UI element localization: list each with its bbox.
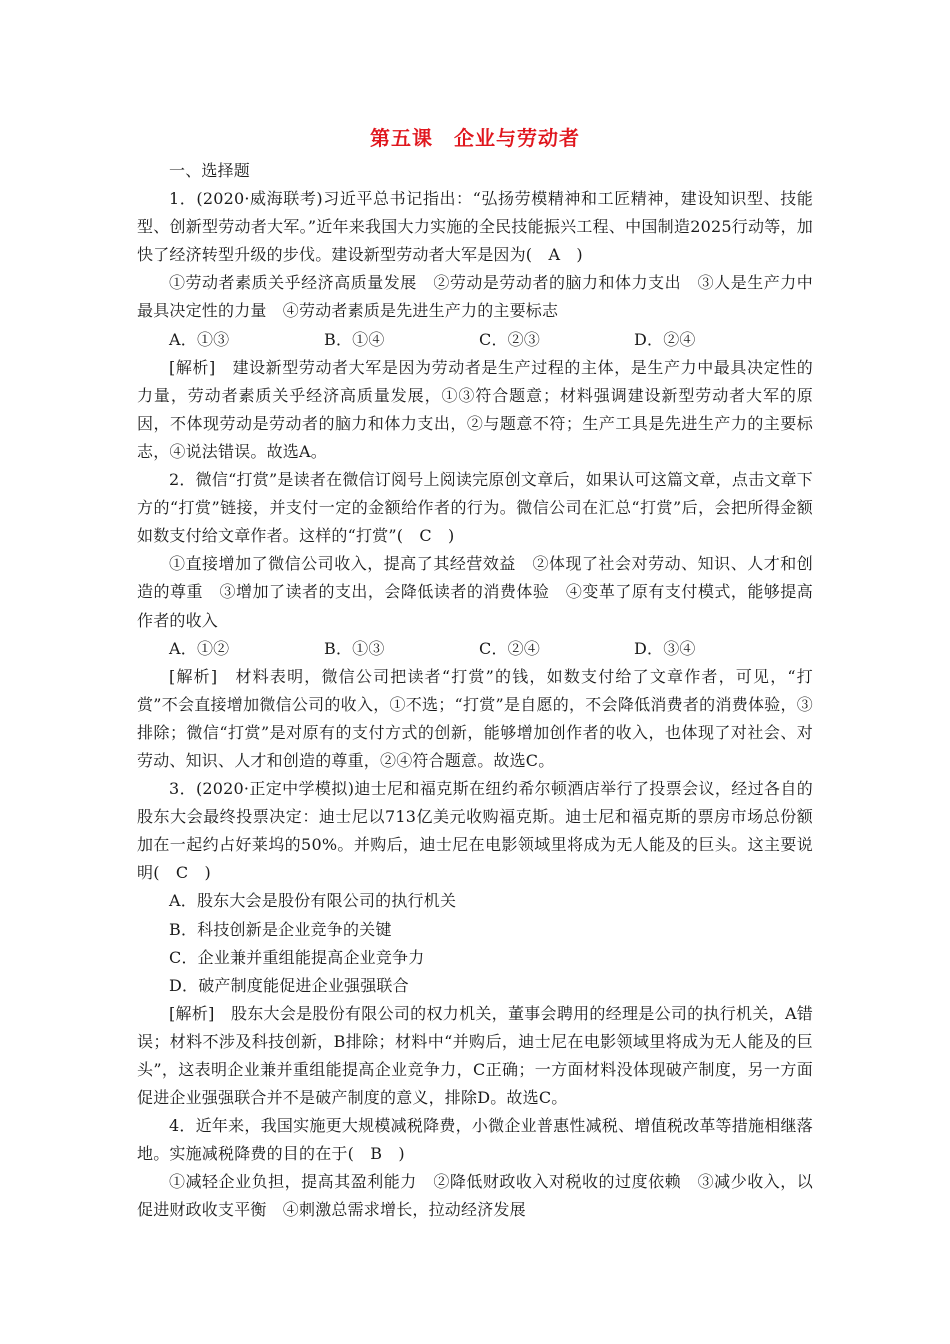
- question-1-items: ①劳动者素质关乎经济高质量发展 ②劳动是劳动者的脑力和体力支出 ③人是生产力中最具决定性的力量 ④劳动者素质是先进生产力的主要标志: [137, 273, 813, 321]
- option-d: D．②④: [634, 329, 696, 349]
- question-2-options: [137, 635, 813, 663]
- question-3-analysis: [解析] 股东大会是股份有限公司的权力机关，董事会聘用的经理是公司的执行机关，A错误；材料不涉及科技创新，B排除；材料中“并购后，迪士尼在电影领域里将成为无人能及的巨头”，这表明企业兼并重组能提高企业竞争力，C正确；一方面材料没体现破产制度，另一方面促进企业强强联合并不是破产制度的意义，排除D。故选C。: [137, 1003, 813, 1108]
- option-c: C．②③: [479, 329, 541, 349]
- option-d: D．破产制度能促进企业强强联合: [169, 975, 409, 995]
- option-a: A．股东大会是股份有限公司的执行机关: [169, 891, 457, 911]
- option-a: A．①③: [169, 329, 230, 349]
- question-3-stem: 3．(2020·正定中学模拟)迪士尼和福克斯在纽约希尔顿酒店举行了投票会议，经过各自的股东大会最终投票决定：迪士尼以713亿美元收购福克斯。迪士尼和福克斯的票房市场总份额加在一起约占好莱坞的50%。并购后，迪士尼在电影领域里将成为无人能及的巨头。这主要说明( C ): [137, 779, 813, 883]
- question-1-options: [137, 326, 813, 354]
- option-c: C．企业兼并重组能提高企业竞争力: [169, 947, 425, 967]
- question-1-analysis: [解析] 建设新型劳动者大军是因为劳动者是生产过程的主体，是生产力中最具决定性的力量，劳动者素质关乎经济高质量发展，①③符合题意；材料强调建设新型劳动者大军的原因，不体现劳动是劳动者的脑力和体力支出，②与题意不符；生产工具是先进生产力的主要标志，④说法错误。故选A。: [137, 357, 813, 461]
- question-4-stem: 4．近年来，我国实施更大规模减税降费，小微企业普惠性减税、增值税改革等措施相继落地。实施减税降费的目的在于( B ): [137, 1116, 813, 1164]
- question-1-stem: 1．(2020·威海联考)习近平总书记指出：“弘扬劳模精神和工匠精神，建设知识型、技能型、创新型劳动者大军。”近年来我国大力实施的全民技能振兴工程、中国制造2025行动等，加快了经济转型升级的步伐。建设新型劳动者大军是因为( A ): [137, 189, 813, 265]
- question-2-stem: 2．微信“打赏”是读者在微信订阅号上阅读完原创文章后，如果认可这篇文章，点击文章下方的“打赏”链接，并支付一定的金额给作者的行为。微信公司在汇总“打赏”后，会把所得金额如数支付给文章作者。这样的“打赏”( C ): [137, 470, 813, 546]
- option-b: B．①④: [324, 329, 385, 349]
- question-2-items: ①直接增加了微信公司收入，提高了其经营效益 ②体现了社会对劳动、知识、人才和创造的尊重 ③增加了读者的支出，会降低读者的消费体验 ④变革了原有支付模式，能够提高作者的收入: [137, 554, 813, 630]
- question-2-analysis: [解析] 材料表明，微信公司把读者“打赏”的钱，如数支付给了文章作者，可见，“打赏”不会直接增加微信公司的收入，①不选；“打赏”是自愿的，不会降低消费者的消费体验，③排除；微信“打赏”是对原有的支付方式的创新，能够增加创作者的收入，也体现了对社会、对劳动、知识、人才和创造的尊重，②④符合题意。故选C。: [137, 666, 813, 770]
- document-page: [137, 120, 813, 1225]
- option-b: B．①③: [324, 638, 385, 658]
- page-title: 第五课 企业与劳动者: [370, 126, 580, 150]
- option-b: B．科技创新是企业竞争的关键: [169, 919, 392, 939]
- option-d: D．③④: [634, 638, 696, 658]
- question-4-items: ①减轻企业负担，提高其盈利能力 ②降低财政收入对税收的过度依赖 ③减少收入，以促进财政收支平衡 ④刺激总需求增长，拉动经济发展: [137, 1172, 813, 1220]
- section-heading: 一、选择题: [169, 161, 251, 180]
- option-c: C．②④: [479, 638, 541, 658]
- option-a: A．①②: [169, 638, 230, 658]
